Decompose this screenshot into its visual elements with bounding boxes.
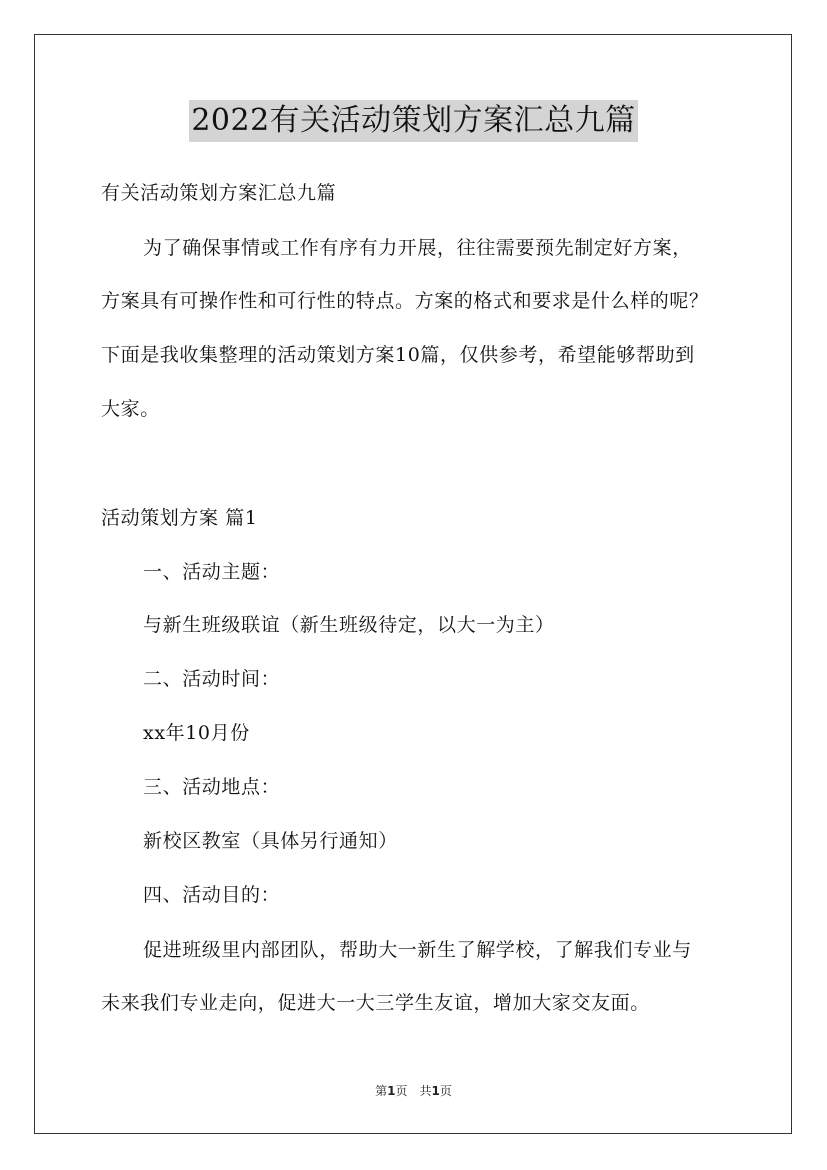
item-theme-heading: 一、活动主题： [143,561,281,583]
title-container [0,100,827,142]
intro-line-2: 方案具有可操作性和可行性的特点。方案的格式和要求是什么样的呢？ [101,290,709,312]
footer-page-prefix: 第 [375,1084,388,1098]
footer-page-number: 1 [387,1084,396,1098]
page-footer [0,1083,827,1099]
item-place-heading: 三、活动地点： [143,776,281,798]
document-subtitle: 有关活动策划方案汇总九篇 [101,182,337,204]
footer-total-suffix: 页 [439,1084,452,1098]
item-purpose-heading: 四、活动目的： [143,884,281,906]
intro-line-1: 为了确保事情或工作有序有力开展，往往需要预先制定好方案， [143,237,692,259]
section-heading: 活动策划方案 篇1 [101,507,258,529]
purpose-line-2: 未来我们专业走向，促进大一大三学生友谊，增加大家交友面。 [101,992,650,1014]
footer-total-number: 1 [431,1084,440,1098]
item-time-heading: 二、活动时间： [143,668,281,690]
item-theme-value: 与新生班级联谊（新生班级待定，以大一为主） [143,614,555,636]
item-place-value: 新校区教室（具体另行通知） [143,830,398,852]
footer-total-prefix: 共 [419,1084,432,1098]
purpose-line-1: 促进班级里内部团队，帮助大一新生了解学校，了解我们专业与 [143,939,692,961]
footer-page-mid: 页 [395,1084,408,1098]
item-time-value: xx年10月份 [143,722,250,744]
intro-line-4: 大家。 [101,398,160,420]
intro-line-3: 下面是我收集整理的活动策划方案10篇，仅供参考，希望能够帮助到 [101,344,695,366]
document-title: 2022有关活动策划方案汇总九篇 [189,100,637,142]
